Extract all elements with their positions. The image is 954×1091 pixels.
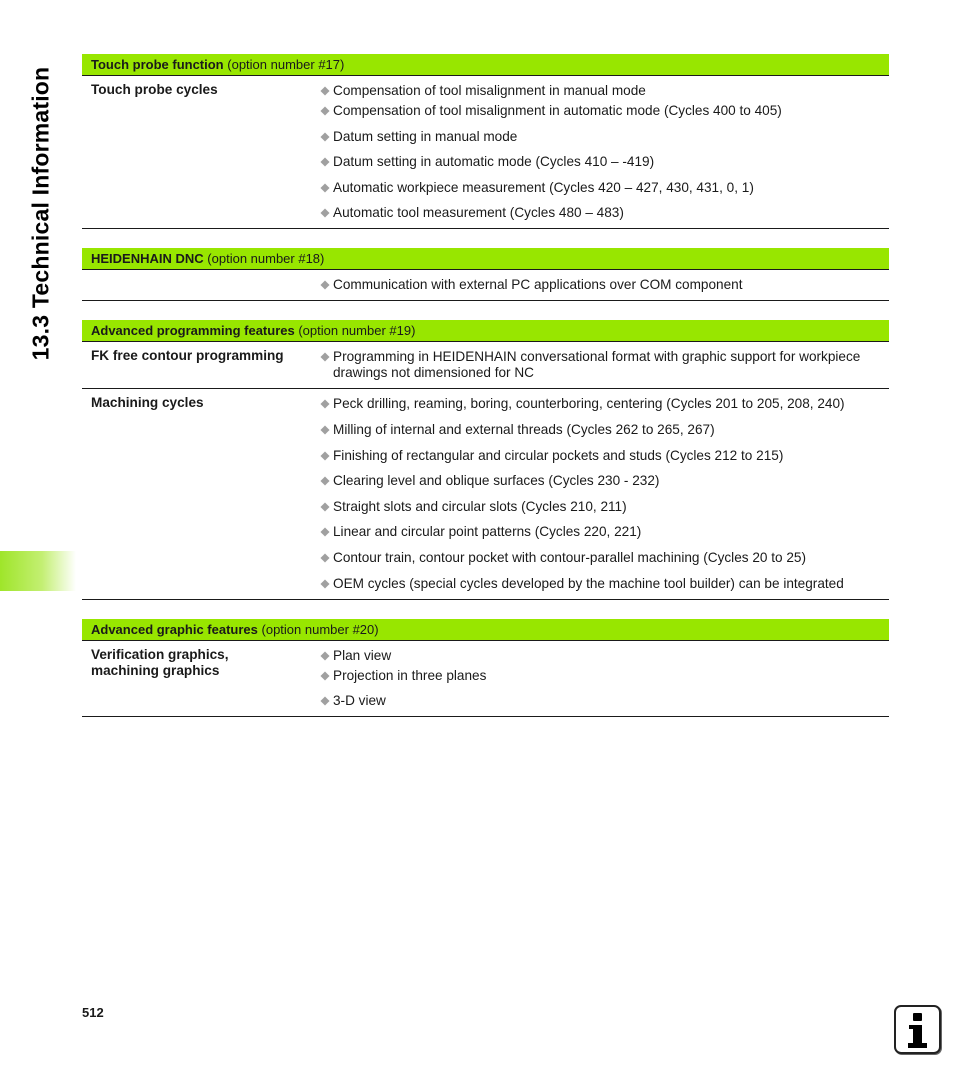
section-option-number: (option number #17) xyxy=(227,57,345,72)
feature-row xyxy=(82,270,889,300)
list-item xyxy=(320,83,889,99)
list-item xyxy=(320,103,889,119)
list-item-text: Communication with external PC applications over COM component xyxy=(333,277,743,293)
list-item-text: Peck drilling, reaming, boring, counterboring, centering (Cycles 201 to 205, 208, 240) xyxy=(333,396,845,412)
info-icon xyxy=(894,1005,941,1054)
option-section xyxy=(82,54,889,229)
list-item-text: Linear and circular point patterns (Cycles 220, 221) xyxy=(333,524,642,540)
option-section xyxy=(82,320,889,599)
diamond-bullet-icon xyxy=(320,209,329,218)
feature-list xyxy=(320,395,889,591)
feature-row xyxy=(82,388,889,598)
diamond-bullet-icon xyxy=(320,183,329,192)
list-item xyxy=(320,668,889,684)
feature-label: FK free contour programming xyxy=(91,348,284,364)
feature-label: Touch probe cycles xyxy=(91,82,218,97)
list-item xyxy=(320,205,889,221)
section-header xyxy=(82,619,889,641)
list-item-text: 3-D view xyxy=(333,693,386,709)
list-item-text: OEM cycles (special cycles developed by the machine tool builder) can be integrated xyxy=(333,575,844,591)
diamond-bullet-icon xyxy=(320,400,329,409)
list-item-text: Programming in HEIDENHAIN conversational format with graphic support for workpiece drawings not dimensioned for NC xyxy=(333,349,861,381)
diamond-bullet-icon xyxy=(320,425,329,434)
diamond-bullet-icon xyxy=(320,86,329,95)
list-item-text: Datum setting in automatic mode (Cycles 410 – -419) xyxy=(333,154,655,170)
option-section xyxy=(82,248,889,301)
list-item-text: Datum setting in manual mode xyxy=(333,128,518,144)
feature-list xyxy=(320,647,889,710)
feature-list xyxy=(320,82,889,221)
feature-label xyxy=(82,276,320,293)
section-header xyxy=(82,248,889,270)
list-item xyxy=(320,129,889,145)
diamond-bullet-icon xyxy=(320,353,329,362)
diamond-bullet-icon xyxy=(320,651,329,660)
list-item xyxy=(320,180,889,196)
section-header xyxy=(82,320,889,342)
diamond-bullet-icon xyxy=(320,553,329,562)
feature-label: Machining cycles xyxy=(91,395,204,411)
list-item-text: Automatic tool measurement (Cycles 480 – 483) xyxy=(333,205,624,221)
section-option-number: (option number #18) xyxy=(207,251,325,267)
feature-row xyxy=(82,641,889,717)
option-section xyxy=(82,619,889,718)
section-title: HEIDENHAIN DNC xyxy=(91,251,204,267)
diamond-bullet-icon xyxy=(320,132,329,141)
list-item-text: Compensation of tool misalignment in manual mode xyxy=(333,83,646,98)
list-item xyxy=(320,576,889,592)
list-item xyxy=(320,524,889,540)
list-item xyxy=(320,448,889,464)
list-item-text: Projection in three planes xyxy=(333,667,487,683)
section-option-number: (option number #19) xyxy=(298,323,416,339)
list-item xyxy=(320,349,889,381)
list-item-text: Compensation of tool misalignment in automatic mode (Cycles 400 to 405) xyxy=(333,103,782,118)
list-item xyxy=(320,473,889,489)
feature-label: Verification graphics, machining graphics xyxy=(91,646,229,678)
feature-list xyxy=(320,276,889,293)
feature-list xyxy=(320,348,889,381)
option-table xyxy=(82,54,889,736)
chapter-thumb-tab xyxy=(0,551,76,591)
list-item-text: Contour train, contour pocket with contour-parallel machining (Cycles 20 to 25) xyxy=(333,549,806,565)
diamond-bullet-icon xyxy=(320,671,329,680)
feature-row xyxy=(82,76,889,228)
section-title: Touch probe function xyxy=(91,57,224,72)
list-item xyxy=(320,396,889,412)
list-item xyxy=(320,422,889,438)
page-number: 512 xyxy=(82,1005,104,1020)
list-item-text: Finishing of rectangular and circular pockets and studs (Cycles 212 to 215) xyxy=(333,447,784,463)
list-item-text: Plan view xyxy=(333,647,392,663)
diamond-bullet-icon xyxy=(320,528,329,537)
list-item-text: Milling of internal and external threads (Cycles 262 to 265, 267) xyxy=(333,421,715,437)
diamond-bullet-icon xyxy=(320,477,329,486)
diamond-bullet-icon xyxy=(320,451,329,460)
list-item xyxy=(320,154,889,170)
diamond-bullet-icon xyxy=(320,697,329,706)
list-item-text: Clearing level and oblique surfaces (Cycles 230 - 232) xyxy=(333,473,660,489)
chapter-title-text: 13.3 Technical Information xyxy=(27,66,54,361)
section-option-number: (option number #20) xyxy=(261,621,379,637)
list-item xyxy=(320,648,889,664)
list-item xyxy=(320,499,889,515)
feature-row xyxy=(82,342,889,388)
section-title: Advanced graphic features xyxy=(91,621,258,637)
list-item-text: Automatic workpiece measurement (Cycles 420 – 427, 430, 431, 0, 1) xyxy=(333,179,754,195)
section-title: Advanced programming features xyxy=(91,323,295,339)
section-header xyxy=(82,54,889,76)
diamond-bullet-icon xyxy=(320,579,329,588)
list-item xyxy=(320,550,889,566)
diamond-bullet-icon xyxy=(320,106,329,115)
diamond-bullet-icon xyxy=(320,281,329,290)
list-item-text: Straight slots and circular slots (Cycles 210, 211) xyxy=(333,498,627,514)
list-item xyxy=(320,277,889,293)
diamond-bullet-icon xyxy=(320,158,329,167)
list-item xyxy=(320,693,889,709)
diamond-bullet-icon xyxy=(320,502,329,511)
